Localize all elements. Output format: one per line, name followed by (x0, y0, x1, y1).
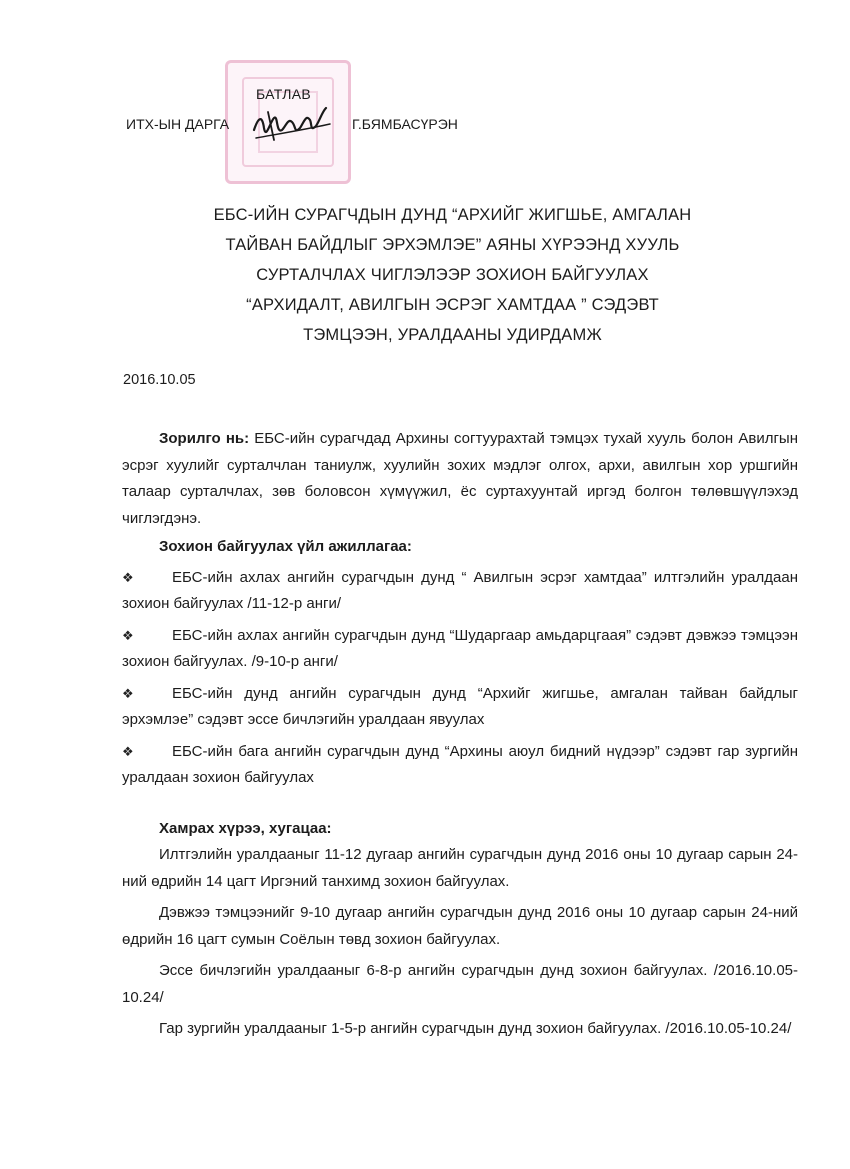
signer-name: Г.БЯМБАСҮРЭН (352, 116, 458, 132)
title-line: ТЭМЦЭЭН, УРАЛДААНЫ УДИРДАМЖ (303, 326, 602, 344)
bullet-diamond-icon: ❖ (122, 627, 134, 643)
activity-text: ЕБС-ийн ахлах ангийн сурагчдын дунд “Шударгаар амьдарцгаая” сэдэвт дэвжээ тэмцээн зохион байгуулах. /9-10-р анги/ (122, 626, 798, 670)
bullet-diamond-icon: ❖ (122, 685, 134, 701)
title-line: ТАЙВАН БАЙДЛЫГ ЭРХЭМЛЭЕ” АЯНЫ ХҮРЭЭНД ХУУЛЬ (225, 236, 680, 254)
document-body (122, 426, 798, 1048)
approval-label: БАТЛАВ (256, 86, 312, 102)
document-title (0, 200, 850, 350)
list-item (122, 739, 798, 792)
activity-text: ЕБС-ийн бага ангийн сурагчдын дунд “Архины аюул бидний нүдээр” сэдэвт гар зургийн уралдаан зохион байгуулах (122, 742, 798, 786)
activity-text: ЕБС-ийн ахлах ангийн сурагчдын дунд “ Авилгын эсрэг хамтдаа” илтгэлийн уралдаан зохион байгуулах /11-12-р анги/ (122, 568, 798, 612)
handwritten-signature-icon (248, 100, 338, 150)
document-date: 2016.10.05 (123, 372, 196, 388)
activity-text: ЕБС-ийн дунд ангийн сурагчдын дунд “Архийг жигшье, амгалан тайван байдлыг эрхэмлэе” сэдэвт эссе бичлэгийн уралдаан явуулах (122, 684, 798, 728)
title-line: СУРТАЛЧЛАХ ЧИГЛЭЛЭЭР ЗОХИОН БАЙГУУЛАХ (256, 266, 649, 284)
scope-paragraph: Гар зургийн уралдааныг 1-5-р ангийн сурагчдын дунд зохион байгуулах. /2016.10.05-10.24/ (159, 1020, 792, 1037)
scope-heading: Хамрах хүрээ, хугацаа: (159, 819, 332, 837)
bullet-diamond-icon: ❖ (122, 743, 134, 759)
activities-list (122, 565, 798, 792)
goal-label: Зорилго нь: (159, 430, 250, 447)
title-line: “АРХИДАЛТ, АВИЛГЫН ЭСРЭГ ХАМТДАА ” СЭДЭВТ (246, 296, 659, 314)
scope-section (122, 816, 798, 1043)
title-line: ЕБС-ИЙН СУРАГЧДЫН ДУНД “АРХИЙГ ЖИГШЬЕ, АМГАЛАН (213, 206, 692, 224)
scope-paragraph: Дэвжээ тэмцээнийг 9-10 дугаар ангийн сурагчдын дунд 2016 оны 10 дугаар сарын 24-ний өдрийн 16 цагт сумын Соёлын төвд зохион байгуулах. (122, 904, 798, 948)
goal-paragraph (122, 426, 798, 532)
activities-heading: Зохион байгуулах үйл ажиллагаа: (159, 538, 412, 555)
bullet-diamond-icon: ❖ (122, 569, 134, 585)
list-item (122, 565, 798, 618)
list-item (122, 681, 798, 734)
scope-paragraph: Эссе бичлэгийн уралдааныг 6-8-р ангийн сурагчдын дунд зохион байгуулах. /2016.10.05-10.24/ (122, 962, 798, 1006)
scope-paragraph: Илтгэлийн уралдааныг 11-12 дугаар ангийн сурагчдын дунд 2016 оны 10 дугаар сарын 24-ний өдрийн 14 цагт Иргэний танхимд зохион байгуулах. (122, 846, 798, 890)
goal-text: ЕБС-ийн сурагчдад Архины согтуурахтай тэмцэх тухай хууль болон Авилгын эсрэг хуулийг сурталчлан таниулж, хуулийн зохих мэдлэг олгох, архи, авилгын хор уршгийн талаар сурталчлах, зөв боловсон хүмүүжил, ёс суртахуунтай иргэд болгон төлөвшүүлэхэд чиглэгдэнэ. (122, 430, 798, 527)
signer-role: ИТХ-ЫН ДАРГА (126, 116, 230, 132)
list-item (122, 623, 798, 676)
